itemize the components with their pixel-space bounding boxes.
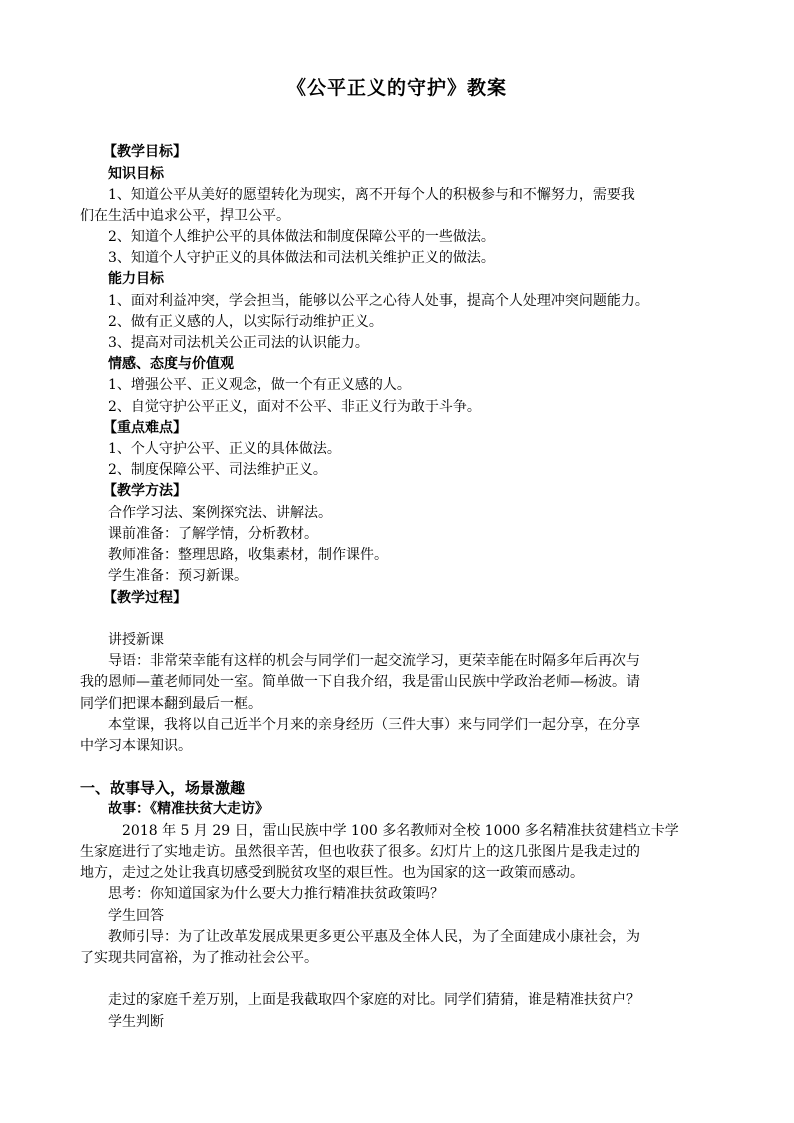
knowledge-goals-heading: 知识目标 (108, 166, 164, 182)
methods-line-4: 学生准备：预习新课。 (108, 568, 248, 584)
key-point-1: 1、个人守护公平、正义的具体做法。 (108, 441, 341, 457)
knowledge-goal-3: 3、知道个人守护正义的具体做法和司法机关维护正义的做法。 (108, 250, 495, 266)
ability-goal-2: 2、做有正义感的人，以实际行动维护正义。 (108, 314, 383, 330)
knowledge-goal-2: 2、知道个人维护公平的具体做法和制度保障公平的一些做法。 (108, 229, 495, 245)
teaching-process-heading: 【教学过程】 (103, 590, 187, 606)
document-title: 《公平正义的守护》教案 (286, 77, 507, 99)
intro-line-3: 同学们把课本翻到最后一框。 (80, 696, 262, 712)
ability-goal-3: 3、提高对司法机关公正司法的认识能力。 (108, 335, 369, 351)
story-paragraph-line-2: 生家庭进行了实地走访。虽然很辛苦，但也收获了很多。幻灯片上的这几张图片是我走过的 (80, 844, 640, 860)
methods-line-2: 课前准备：了解学情，分析教材。 (108, 526, 318, 542)
key-points-heading: 【重点难点】 (103, 420, 187, 436)
methods-line-1: 合作学习法、案例探究法、讲解法。 (108, 505, 332, 521)
ability-goals-heading: 能力目标 (108, 271, 164, 287)
key-point-2: 2、制度保障公平、司法维护正义。 (108, 462, 327, 478)
story-title: 故事：《精准扶贫大走访》 (108, 801, 269, 817)
knowledge-goal-1: 1、知道公平从美好的愿望转化为现实，离不开每个人的积极参与和不懈努力，需要我 (108, 187, 635, 203)
today-line-1: 本堂课，我将以自己近半个月来的亲身经历（三件大事）来与同学们一起分享，在分享 (108, 717, 640, 733)
student-answer-label: 学生回答 (108, 908, 164, 924)
teaching-methods-heading: 【教学方法】 (103, 483, 187, 499)
today-line-2: 中学习本课知识。 (80, 738, 192, 754)
part-one-heading: 一、故事导入，场景激趣 (80, 779, 246, 797)
intro-line-2: 我的恩师—董老师同处一室。简单做一下自我介绍，我是雷山民族中学政治老师—杨波。请 (80, 674, 640, 690)
methods-line-3: 教师准备：整理思路，收集素材，制作课件。 (108, 547, 388, 563)
intro-line-1: 导语：非常荣幸能有这样的机会与同学们一起交流学习，更荣幸能在时隔多年后再次与 (108, 653, 640, 669)
emotion-goal-1: 1、增强公平、正义观念，做一个有正义感的人。 (108, 377, 411, 393)
teaching-goals-heading: 【教学目标】 (103, 144, 187, 160)
think-question: 思考：你知道国家为什么要大力推行精准扶贫政策吗？ (108, 886, 444, 902)
ability-goal-1: 1、面对利益冲突，学会担当，能够以公平之心待人处事，提高个人处理冲突问题能力。 (108, 293, 649, 309)
story-paragraph-line-1: 2018 年 5 月 29 日，雷山民族中学 100 多名教师对全校 1000 多名精准扶贫建档立卡学 (122, 823, 679, 839)
compare-question: 走过的家庭千差万别，上面是我截取四个家庭的对比。同学们猜猜，谁是精准扶贫户？ (108, 992, 640, 1008)
emotion-goals-heading: 情感、态度与价值观 (108, 356, 234, 372)
emotion-goal-2: 2、自觉守护公平正义，面对不公平、非正义行为敢于斗争。 (108, 399, 481, 415)
new-lesson-label: 讲授新课 (108, 632, 164, 648)
knowledge-goal-1-cont: 们在生活中追求公平，捍卫公平。 (80, 208, 290, 224)
teacher-guide-line-1: 教师引导：为了让改革发展成果更多更公平惠及全体人民，为了全面建成小康社会，为 (108, 929, 640, 945)
story-paragraph-line-3: 地方，走过之处让我真切感受到脱贫攻坚的艰巨性。也为国家的这一政策而感动。 (80, 865, 584, 881)
teacher-guide-line-2: 了实现共同富裕，为了推动社会公平。 (80, 950, 318, 966)
student-judge-label: 学生判断 (108, 1014, 164, 1030)
